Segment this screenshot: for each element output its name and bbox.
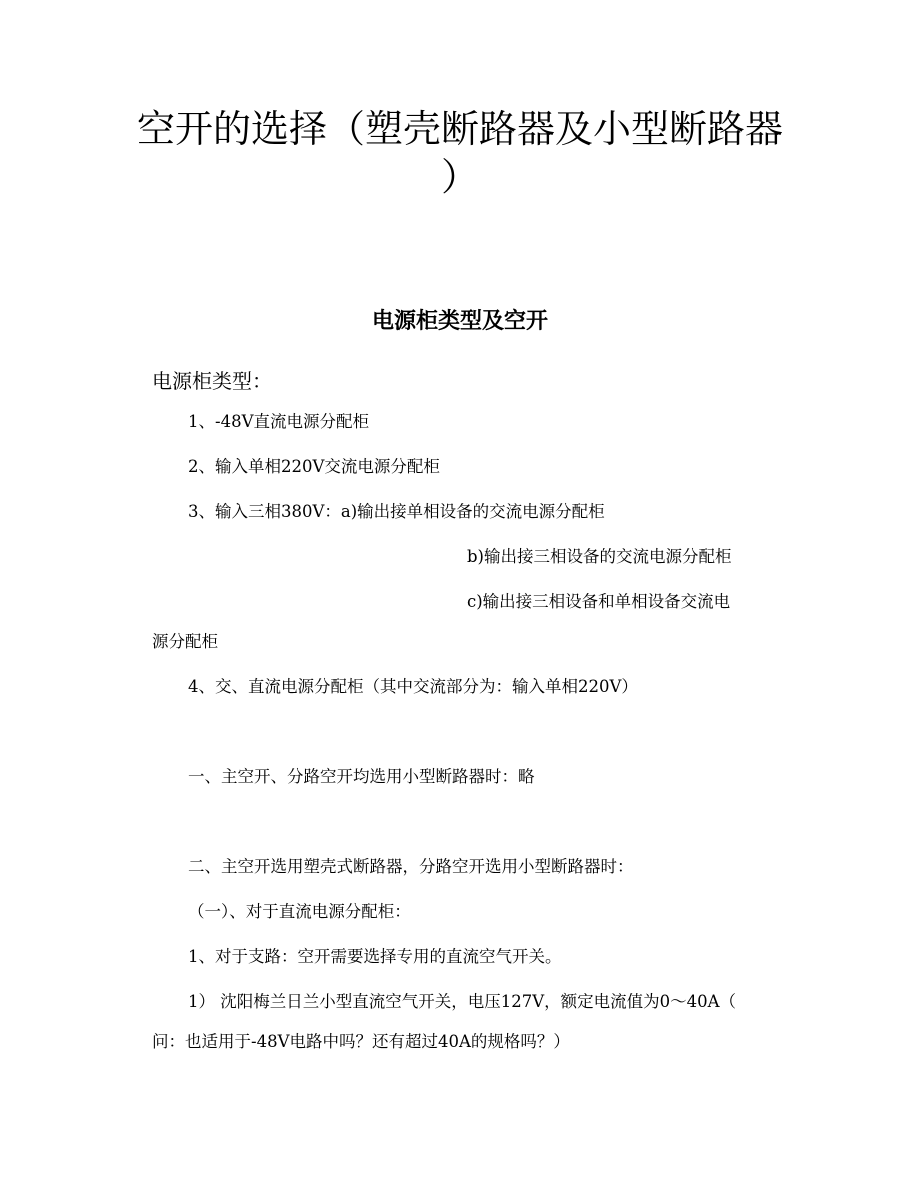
document-title-line-2: ） (440, 155, 479, 199)
type-item-3b: b)输出接三相设备的交流电源分配柜 (467, 547, 732, 566)
note-line-2: 问：也适用于-48V电路中吗？还有超过40A的规格吗？） (152, 1032, 570, 1051)
dc-subsection-heading: （一）、对于直流电源分配柜： (188, 902, 411, 921)
note-line-1: 1） 沈阳梅兰日兰小型直流空气开关，电压127V，额定电流值为0～40A（ (188, 992, 737, 1011)
type-item-3c-continued: 源分配柜 (152, 632, 218, 651)
document-title-line-1: 空开的选择（塑壳断路器及小型断路器 (136, 107, 783, 151)
type-item-1: 1、-48V直流电源分配柜 (188, 412, 369, 431)
case-one-paragraph: 一、主空开、分路空开均选用小型断路器时：略 (188, 767, 535, 786)
section-heading: 电源柜类型及空开 (371, 309, 548, 334)
case-two-paragraph: 二、主空开选用塑壳式断路器，分路空开选用小型断路器时： (188, 857, 634, 876)
cabinet-types-label: 电源柜类型： (152, 369, 272, 393)
type-item-3c: c)输出接三相设备和单相设备交流电 (467, 592, 731, 611)
type-item-2: 2、输入单相220V交流电源分配柜 (188, 457, 440, 476)
type-item-4: 4、交、直流电源分配柜（其中交流部分为：输入单相220V） (188, 677, 638, 696)
type-item-3: 3、输入三相380V：a)输出接单相设备的交流电源分配柜 (188, 502, 605, 521)
branch-item: 1、对于支路：空开需要选择专用的直流空气开关。 (188, 947, 562, 966)
